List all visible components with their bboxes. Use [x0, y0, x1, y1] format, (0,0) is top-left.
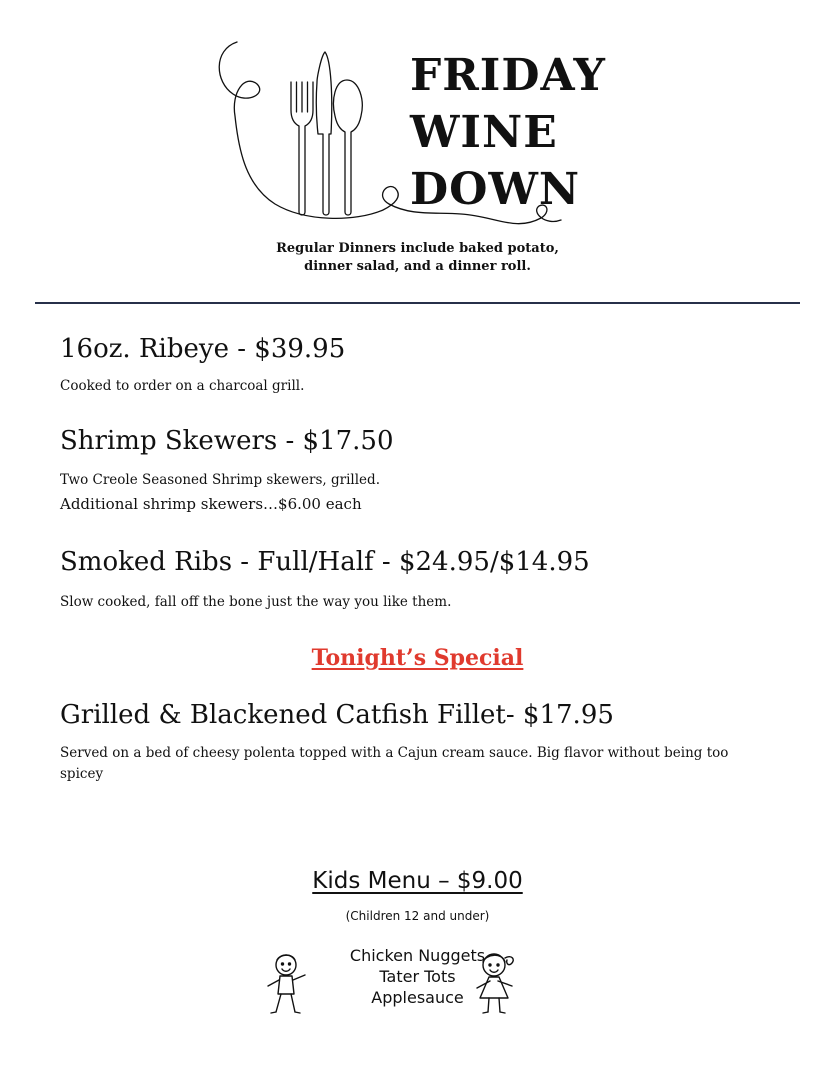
subtitle — [250, 240, 585, 276]
menu-item-description: Two Creole Seasoned Shrimp skewers, grilled. — [60, 472, 380, 488]
special-heading: Tonight’s Special — [311, 645, 524, 671]
kids-menu-item: Applesauce — [371, 988, 464, 1007]
divider — [35, 302, 800, 304]
title-line-2: WINE — [410, 107, 558, 158]
menu-item-title: Shrimp Skewers - $17.50 — [60, 426, 394, 456]
subtitle-line: dinner salad, and a dinner roll. — [304, 259, 531, 274]
menu-item-title: Smoked Ribs - Full/Half - $24.95/$14.95 — [60, 547, 590, 577]
menu-item-description: Slow cooked, fall off the bone just the way you like them. — [60, 594, 452, 610]
girl-stick-figure-icon — [470, 948, 522, 1018]
menu-item-title: 16oz. Ribeye - $39.95 — [60, 334, 346, 364]
title-line-3: DOWN — [410, 164, 581, 215]
kids-menu-item: Chicken Nuggets — [349, 946, 486, 965]
menu-item-extra: Additional shrimp skewers…$6.00 each — [60, 495, 362, 513]
menu-item-description: Cooked to order on a charcoal grill. — [60, 378, 305, 394]
special-item-title: Grilled & Blackened Catfish Fillet- $17.95 — [60, 700, 614, 730]
boy-stick-figure-icon — [262, 950, 312, 1018]
special-item-description: Served on a bed of cheesy polenta topped with a Cajun cream sauce. Big flavor without being too spicey — [60, 745, 729, 782]
title-line-1: FRIDAY — [410, 50, 606, 101]
kids-menu-item: Tater Tots — [379, 967, 456, 986]
kids-menu-note: (Children 12 and under) — [345, 909, 490, 923]
subtitle-line: Regular Dinners include baked potato, — [276, 241, 559, 256]
kids-menu-title: Kids Menu – $9.00 — [312, 868, 523, 894]
